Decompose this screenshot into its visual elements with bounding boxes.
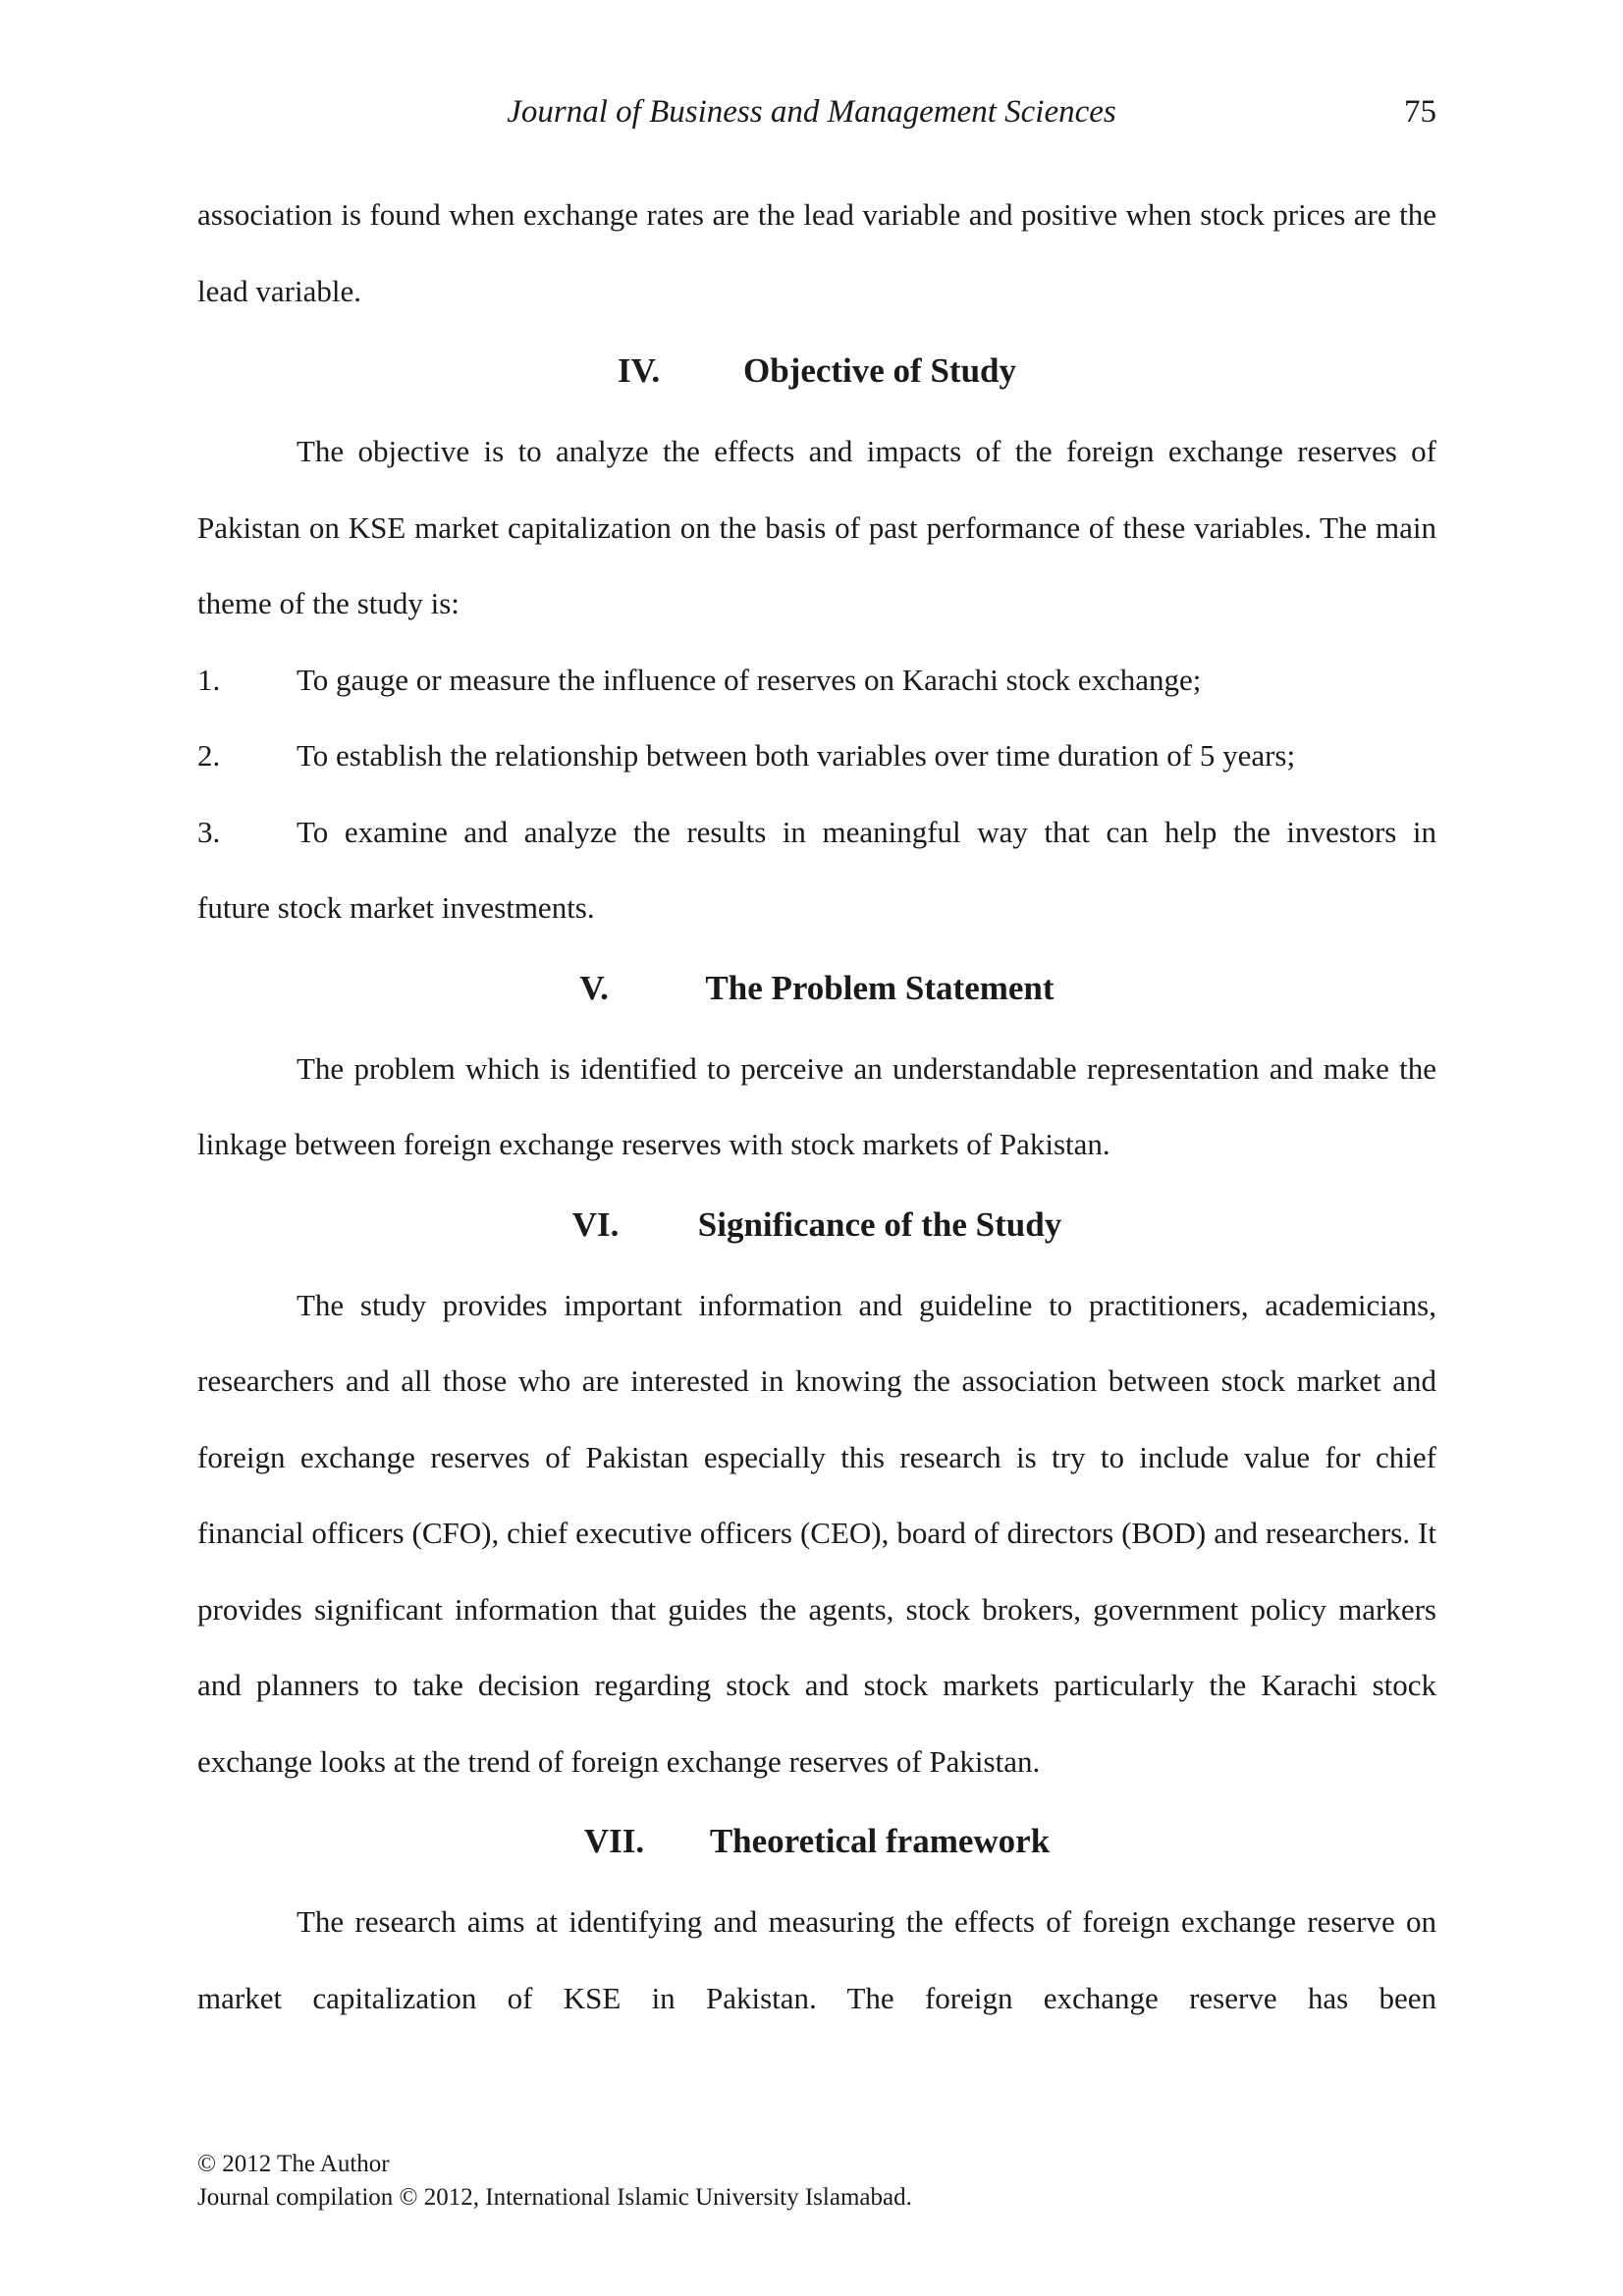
journal-compilation-line: Journal compilation © 2012, International Islamic University Islamabad. <box>197 2184 912 2211</box>
page-number: 75 <box>1404 94 1436 130</box>
intro-paragraph: association is found when exchange rates are the lead variable and positive when stock prices are the lead variable. <box>197 197 1436 308</box>
objective-paragraph: The objective is to analyze the effects and impacts of the foreign exchange reserves of Pakistan on KSE market capitalization on the basis of past performance of these variables. The main theme of the study is: <box>197 434 1436 620</box>
section-title: Theoretical framework <box>709 1822 1051 1860</box>
list-item <box>197 794 1436 871</box>
list-item-number: 2. <box>197 738 221 773</box>
section-title: Objective of Study <box>742 351 1017 390</box>
section-title: The Problem Statement <box>705 968 1055 1007</box>
list-item-continuation: future stock market investments. <box>197 890 595 925</box>
list-item-number: 1. <box>197 662 221 697</box>
section-number: VII. <box>583 1822 645 1860</box>
section-heading-significance <box>197 1183 1436 1267</box>
running-header <box>0 94 1623 143</box>
section-number: IV. <box>617 351 661 390</box>
journal-title: Journal of Business and Management Sciences <box>507 94 1116 130</box>
theoretical-framework-paragraph: The research aims at identifying and measuring the effects of foreign exchange reserve on market capitalization of KSE in Pakistan. The foreign exchange reserve has been <box>197 1904 1436 2015</box>
section-number: VI. <box>571 1204 620 1244</box>
list-item <box>197 642 1436 719</box>
section-title: Significance of the Study <box>697 1204 1062 1244</box>
section-heading-objective <box>197 329 1436 413</box>
section-heading-theoretical-framework <box>197 1799 1436 1884</box>
list-item-text: To establish the relationship between both variables over time duration of 5 years; <box>297 738 1296 773</box>
section-heading-problem-statement <box>197 946 1436 1031</box>
copyright-line: © 2012 The Author <box>197 2151 390 2177</box>
page-footer <box>197 2148 1376 2215</box>
significance-paragraph: The study provides important information and guideline to practitioners, academicians, researchers and all those who are interested in knowing the association between stock market and foreign exchange reserves of Pakistan especially this research is try to include value for chief financial officers (CFO), chief executive officers (CEO), board of directors (BOD) and researchers. It provides significant information that guides the agents, stock brokers, government policy markers and planners to take decision regarding stock and stock markets particularly the Karachi stock exchange looks at the trend of foreign exchange reserves of Pakistan. <box>197 1287 1436 1779</box>
section-number: V. <box>579 968 609 1007</box>
list-item-number: 3. <box>197 814 221 849</box>
problem-statement-paragraph: The problem which is identified to perceive an understandable representation and make the linkage between foreign exchange reserves with stock markets of Pakistan. <box>197 1050 1436 1161</box>
list-item <box>197 718 1436 794</box>
list-item-text: To examine and analyze the results in meaningful way that can help the investors in <box>297 814 1436 849</box>
page-body <box>197 177 1436 2036</box>
list-item-text: To gauge or measure the influence of reserves on Karachi stock exchange; <box>297 662 1202 697</box>
